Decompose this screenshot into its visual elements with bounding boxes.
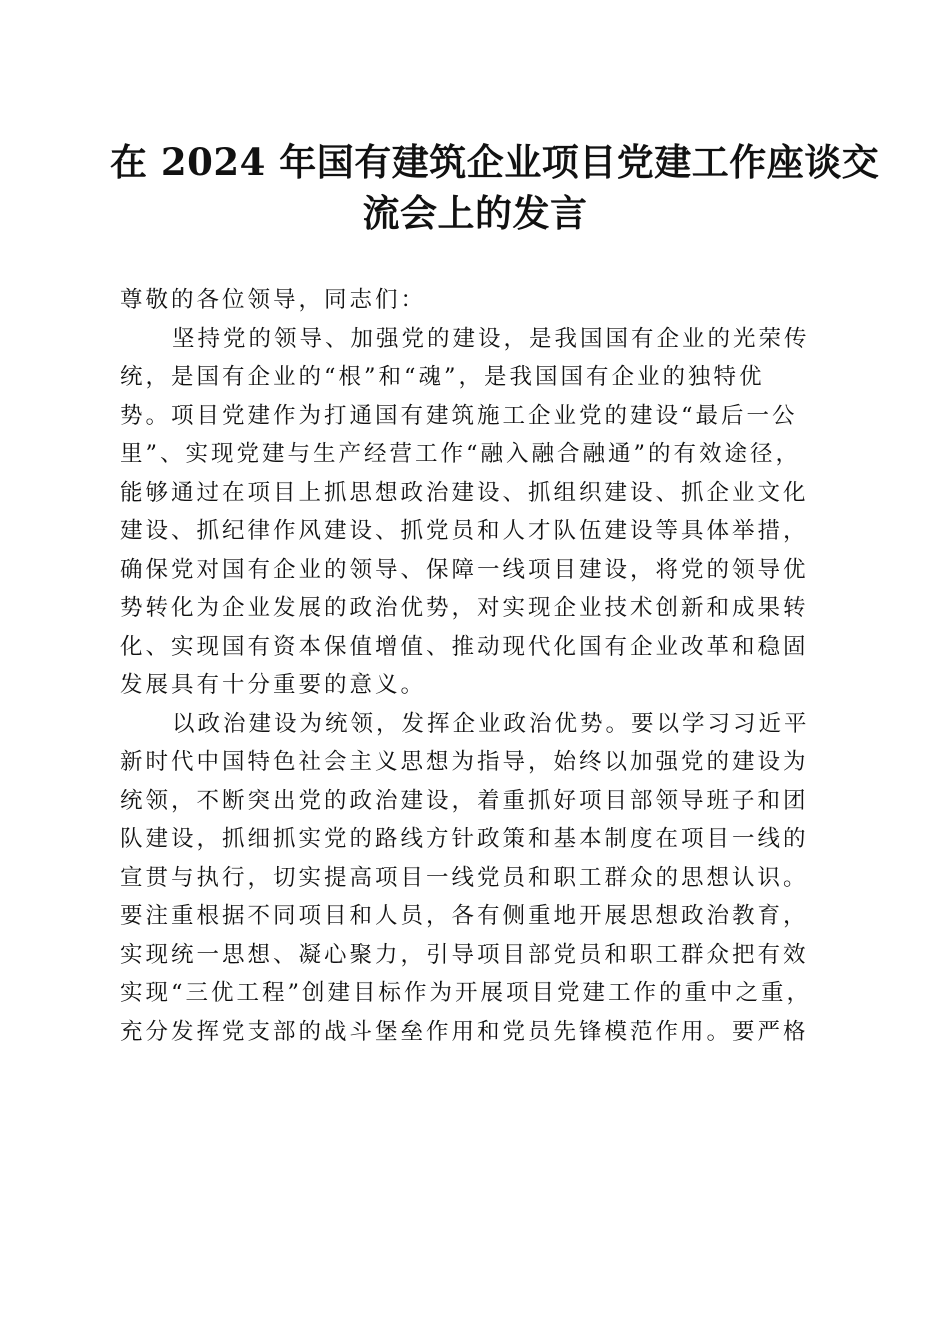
paragraph-line: 新时代中国特色社会主义思想为指导，始终以加强党的建设为: [120, 749, 809, 775]
paragraph-line: 能够通过在项目上抓思想政治建设、抓组织建设、抓企业文化: [120, 479, 809, 506]
paragraph-line: 确保党对国有企业的领导、保障一线项目建设，将党的领导优: [120, 556, 809, 583]
paragraph-line: 建设、抓纪律作风建设、抓党员和人才队伍建设等具体举措，: [120, 518, 809, 544]
paragraph-line: 势。项目党建作为打通国有建筑施工企业党的建设“最后一公: [120, 402, 798, 429]
paragraph-line: 充分发挥党支部的战斗堡垒作用和党员先锋模范作用。要严格: [120, 1018, 809, 1045]
paragraph-2: [120, 705, 832, 1052]
paragraph-line: 实现统一思想、凝心聚力，引导项目部党员和职工群众把有效: [120, 941, 809, 968]
paragraph-line: 里”、实现党建与生产经营工作“融入融合融通”的有效途径，: [120, 441, 802, 467]
salutation: 尊敬的各位领导，同志们：: [120, 287, 427, 313]
paragraph-line: 以政治建设为统领，发挥企业政治优势。要以学习习近平: [172, 710, 810, 737]
paragraph-line: 坚持党的领导、加强党的建设，是我国国有企业的光荣传: [172, 325, 810, 352]
paragraph-line: 统领，不断突出党的政治建设，着重抓好项目部领导班子和团: [120, 787, 809, 814]
paragraph-line: 实现“三优工程”创建目标作为开展项目党建工作的重中之重，: [120, 980, 813, 1006]
paragraph-line: 队建设，抓细抓实党的路线方针政策和基本制度在项目一线的: [120, 826, 809, 852]
paragraph-line: 发展具有十分重要的意义。: [120, 672, 427, 698]
document-body: [120, 281, 832, 1051]
paragraph-line: 势转化为企业发展的政治优势，对实现企业技术创新和成果转: [120, 595, 809, 621]
paragraph-line: 统，是国有企业的“根”和“魂”，是我国国有企业的独特优: [120, 364, 765, 390]
paragraph-1: [120, 320, 832, 705]
title-line-2: 流会上的发言: [362, 191, 588, 235]
paragraph-line: 要注重根据不同项目和人员，各有侧重地开展思想政治教育，: [120, 903, 809, 929]
paragraph-line: 化、实现国有资本保值增值、推动现代化国有企业改革和稳固: [120, 633, 809, 660]
paragraph-line: 宣贯与执行，切实提高项目一线党员和职工群众的思想认识。: [120, 864, 809, 891]
title-line-1: 在 2024 年国有建筑企业项目党建工作座谈交: [110, 140, 880, 184]
document-title: [110, 137, 880, 239]
